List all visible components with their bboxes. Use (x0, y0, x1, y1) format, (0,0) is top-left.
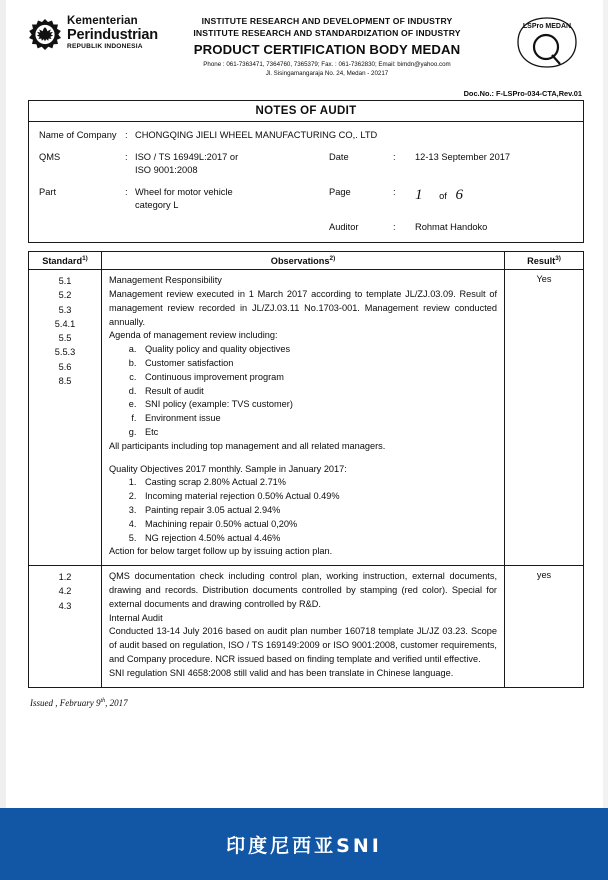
page-value (415, 187, 565, 213)
obs-paragraph: Internal Audit (109, 612, 163, 623)
part-colon: : (125, 187, 128, 198)
form-title: NOTES OF AUDIT (29, 101, 583, 122)
header-result (505, 252, 584, 270)
row1-result: Yes (505, 270, 584, 566)
company-label: Name of Company (39, 130, 117, 141)
header-standard-sup: 1) (82, 255, 88, 263)
obs-paragraph: SNI regulation SNI 4658:2008 still valid and has been translate in Chinese language. (109, 667, 454, 678)
qms-row-2 (29, 165, 329, 175)
table-row (29, 270, 584, 566)
part-value-2: category L (135, 200, 179, 211)
part-row-2 (29, 200, 329, 210)
list-item: g. Etc (139, 426, 497, 440)
list-item: 5. NG rejection 4.50% actual 4.46% (139, 532, 497, 546)
table-body (29, 270, 584, 687)
body-title: PRODUCT CERTIFICATION BODY MEDAN (193, 42, 461, 58)
address-line: Jl. Sisingamangaraja No. 24, Medan - 20217 (265, 70, 389, 78)
ministry-line2: Perindustrian (67, 26, 158, 43)
standard-item: 5.3 (58, 304, 72, 315)
standard-item: 5.5 (58, 333, 72, 344)
obs-spacer (109, 454, 497, 463)
obs-paragraph: Management Responsibility (109, 275, 222, 286)
contact-line: Phone : 061-7363471, 7364760, 7365379; Fax. : 061-7362830; Email: bimdn@yahoo.com (203, 61, 451, 69)
standard-item: 5.1 (58, 276, 72, 287)
svg-text:LSPro MEDAN: LSPro MEDAN (522, 23, 572, 30)
obs-numeric-list (109, 476, 497, 545)
row1-standards (29, 270, 102, 566)
notes-of-audit-box (28, 100, 584, 243)
list-item: b. Customer satisfaction (139, 357, 497, 371)
part-page-row (29, 187, 583, 213)
company-row (29, 130, 583, 140)
list-item: e. SNI policy (example: TVS customer) (139, 398, 497, 412)
date-block (329, 152, 583, 178)
header-observations (102, 252, 505, 270)
date-label: Date (329, 152, 349, 163)
issued-suffix: , 2017 (105, 697, 128, 708)
garuda-gear-logo-icon (28, 18, 62, 52)
header-standard (29, 252, 102, 270)
list-item: 1. Casting scrap 2.80% Actual 2.71% (139, 476, 497, 490)
page-current: 1 (415, 187, 423, 204)
row2-standards (29, 566, 102, 687)
row2-observations (102, 566, 505, 687)
row1-observations (102, 270, 505, 566)
scan-edge-left (0, 0, 6, 880)
obs-paragraph: QMS documentation check including control plan, working instruction, external documents, drawing and records. Distribution documents controlled by stamping (red color). Special for external documents and drawing controlled by R&D. (109, 571, 497, 609)
header-standard-label: Standard (42, 256, 83, 267)
company-colon: : (125, 130, 128, 141)
standard-item: 4.3 (58, 600, 72, 611)
header-observations-label: Observations (270, 256, 330, 267)
issued-sup: th (100, 697, 106, 704)
page-of: of (439, 191, 447, 202)
part-row (29, 187, 329, 197)
audit-observations-table (28, 251, 584, 687)
page-block (329, 187, 583, 213)
row2-result: yes (505, 566, 584, 687)
document-header (28, 0, 584, 79)
list-item: 2. Incoming material rejection 0.50% Actual 0.49% (139, 490, 497, 504)
table-header-row (29, 252, 584, 270)
ministry-line3: REPUBLIK INDONESIA (67, 42, 143, 50)
part-label: Part (39, 187, 57, 198)
list-item: a. Quality policy and quality objectives (139, 343, 497, 357)
meta-spacer-3 (29, 213, 583, 222)
qms-value-1: ISO / TS 16949L:2017 or (135, 152, 239, 163)
bottom-banner (0, 808, 608, 880)
obs-alpha-list (109, 343, 497, 440)
list-item: 3. Painting repair 3.05 actual 2.94% (139, 504, 497, 518)
qms-colon: : (125, 152, 128, 163)
company-value: CHONGQING JIELI WHEEL MANUFACTURING CO,. LTD (135, 130, 378, 141)
date-colon: : (393, 152, 396, 163)
auditor-spacer (29, 222, 329, 232)
page-total: 6 (455, 187, 463, 204)
auditor-colon: : (393, 222, 396, 233)
header-result-label: Result (527, 256, 556, 267)
banner-text: 印度尼西亚SNI (226, 834, 382, 857)
standard-item: 4.2 (58, 586, 72, 597)
qms-label: QMS (39, 152, 61, 163)
obs-paragraph: Conducted 13-14 July 2016 based on audit plan number 160718 template JL/JZ 03.23. Scope of audit based on regulation, ISO / TS 169149:2009 or ISO 9001:2008, customer requirements, and Company procedure. NCR issued based on finding template and verified until effective. (109, 626, 497, 664)
header-titles (144, 16, 510, 79)
standard-item: 1.2 (58, 572, 72, 583)
document-content (28, 0, 584, 708)
auditor-label: Auditor (329, 222, 359, 233)
obs-paragraph: Quality Objectives 2017 monthly. Sample in January 2017: (109, 463, 347, 474)
qms-date-row (29, 152, 583, 178)
institute-line1: INSTITUTE RESEARCH AND DEVELOPMENT OF INDUSTRY (201, 16, 453, 26)
part-value-1: Wheel for motor vehicle (135, 187, 233, 198)
lspro-seal-stamp (510, 14, 584, 72)
issued-date (28, 698, 584, 708)
scan-edge-right (603, 0, 608, 880)
meta-spacer-1 (29, 143, 583, 152)
page-colon: : (393, 187, 396, 198)
auditor-value: Rohmat Handoko (415, 222, 488, 233)
list-item: c. Continuous improvement program (139, 371, 497, 385)
table-row (29, 566, 584, 687)
issued-prefix: Issued , February 9 (30, 697, 101, 708)
list-item: f. Environment issue (139, 412, 497, 426)
header-observations-sup: 2) (329, 255, 336, 263)
auditor-row (29, 222, 583, 232)
obs-paragraph: Management review executed in 1 March 2017 according to template JL/ZJ.03.09. Result of management review recorded in JL/ZJ.03.11 No.1703-001. Management review conducted annually. (109, 289, 497, 327)
auditor-block (329, 222, 583, 232)
obs-paragraph: Action for below target follow up by issuing action plan. (109, 546, 333, 557)
institute-line2: INSTITUTE RESEARCH AND STANDARDIZATION OF INDUSTRY (193, 27, 461, 38)
standard-item: 5.2 (58, 290, 72, 301)
part-block (29, 187, 329, 213)
qms-value-2: ISO 9001:2008 (135, 165, 198, 176)
ministry-logo (28, 15, 158, 52)
list-item: d. Result of audit (139, 385, 497, 399)
standard-item: 5.5.3 (54, 347, 76, 358)
standard-item: 5.4.1 (54, 318, 76, 329)
standard-item: 8.5 (58, 375, 72, 386)
qms-block (29, 152, 329, 178)
obs-paragraph: Agenda of management review including: (109, 330, 278, 341)
table-head (29, 252, 584, 270)
date-value: 12-13 September 2017 (415, 152, 511, 163)
ministry-line1: Kementerian (67, 15, 138, 27)
meta-spacer-2 (29, 178, 583, 187)
standard-item: 5.6 (58, 361, 72, 372)
obs-paragraph: All participants including top management and all related managers. (109, 440, 386, 451)
header-result-sup: 3) (555, 255, 561, 263)
document-number: Doc.No.: F-LSPro-034-CTA,Rev.01 (463, 89, 582, 99)
list-item: 4. Machining repair 0.50% actual 0,20% (139, 518, 497, 532)
qms-row (29, 152, 329, 162)
page-label: Page (329, 187, 351, 198)
form-meta (29, 122, 583, 242)
